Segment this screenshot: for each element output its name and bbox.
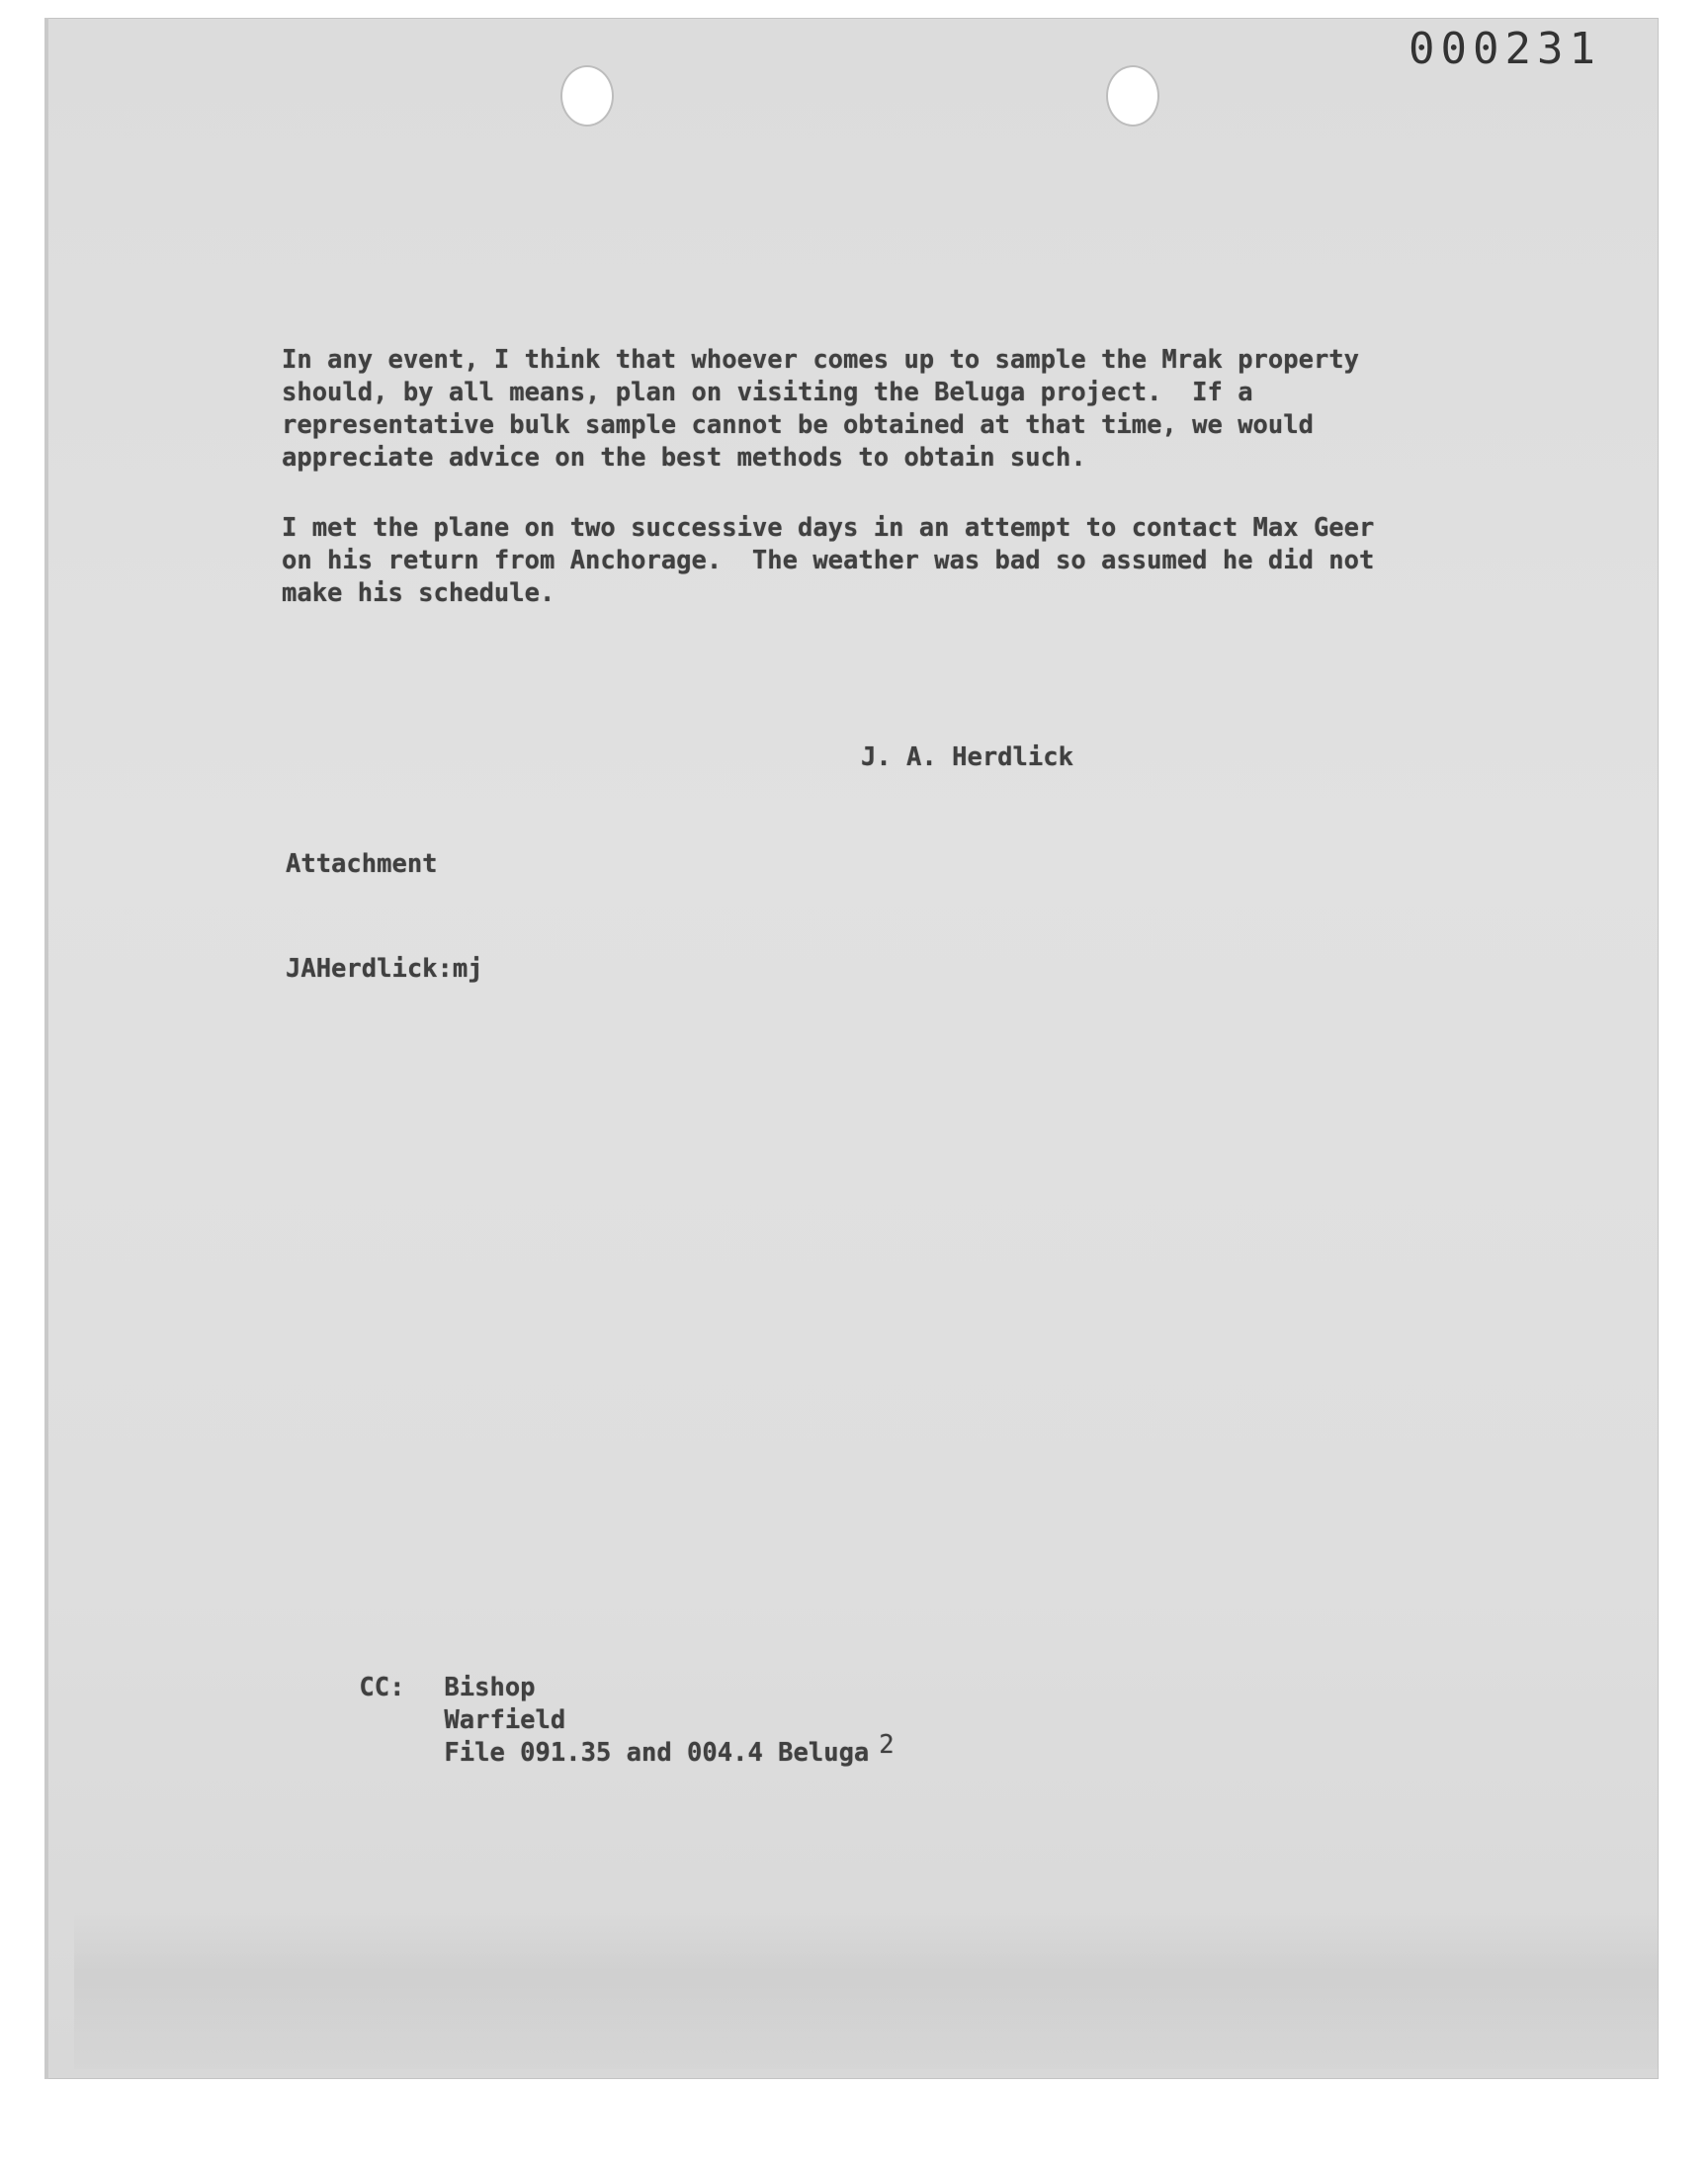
paragraph-line: In any event, I think that whoever comes up to sample the Mrak property — [282, 345, 1360, 375]
document-page — [44, 18, 1659, 2079]
paragraph-contact — [282, 512, 1374, 610]
cc-block — [299, 1639, 895, 1802]
paragraph-line: representative bulk sample cannot be obtained at that time, we would — [282, 410, 1314, 440]
punch-hole-right — [1108, 67, 1157, 125]
page-edge — [44, 18, 48, 2079]
paragraph-line: I met the plane on two successive days in an attempt to contact Max Geer — [282, 513, 1375, 543]
scan-shading — [74, 1911, 1659, 2069]
cc-recipient-file — [444, 1730, 895, 1770]
attachment-label: Attachment — [286, 849, 438, 879]
cc-recipient: Bishop — [444, 1673, 536, 1702]
document-number: 000231 — [1409, 24, 1601, 74]
cc-label: CC: — [359, 1673, 405, 1702]
cc-recipient: Warfield — [444, 1705, 566, 1735]
paragraph-line: appreciate advice on the best methods to obtain such. — [282, 443, 1086, 473]
paragraph-line: on his return from Anchorage. The weather was bad so assumed he did not — [282, 546, 1375, 575]
paragraph-sampling — [282, 344, 1359, 475]
signature: J. A. Herdlick — [861, 742, 1073, 772]
page-number: 2 — [879, 1730, 895, 1760]
paragraph-line: should, by all means, plan on visiting the Beluga project. If a — [282, 378, 1253, 407]
cc-recipient-list — [444, 1672, 895, 1770]
reference-initials: JAHerdlick:mj — [286, 954, 483, 984]
punch-hole-left — [562, 67, 612, 125]
paragraph-line: make his schedule. — [282, 578, 555, 608]
cc-recipient: File 091.35 and 004.4 Beluga — [444, 1738, 870, 1768]
